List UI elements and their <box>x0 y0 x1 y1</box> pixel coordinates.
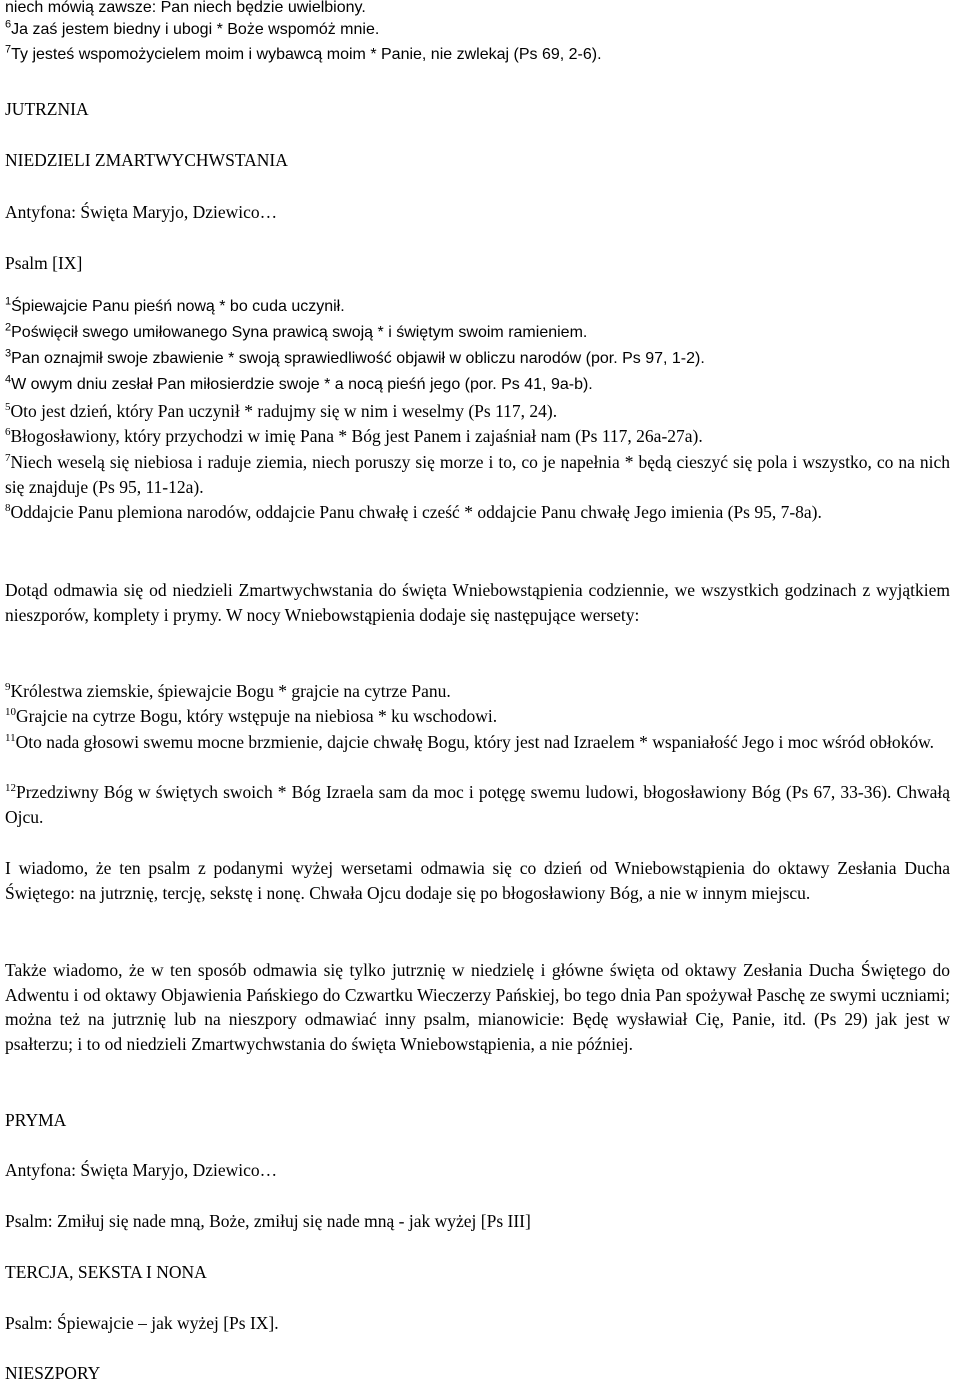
rubric-paragraph: I wiadomo, że ten psalm z podanymi wyżej wersetami odmawia się co dzień od Wniebowstąpienia do oktawy Zesłania Ducha Świętego: na jutrznię, tercję, sekstę i nonę. Chwała Ojcu dodaje się po błogosławiony Bóg, a nie w innym miejscu. <box>5 858 950 903</box>
section-title-pryma: PRYMA <box>5 1110 67 1130</box>
verse-paragraph: $^8$Oddajcie Panu plemiona narodów, oddajcie Panu chwałę i cześć * oddajcie Panu chwałę Jego imienia (Ps 95, 7-8a). <box>5 502 822 522</box>
verse-number: 1 <box>5 295 12 308</box>
section-title-jutrznia: JUTRZNIA <box>5 99 89 119</box>
verse-number: 6 <box>5 18 12 31</box>
antyfona-line: Antyfona: Święta Maryjo, Dziewico… <box>5 1160 278 1180</box>
verse-line: $^9$Królestwa ziemskie, śpiewajcie Bogu * grajcie na cytrze Panu. <box>5 681 451 701</box>
verse-number: 9 <box>5 681 11 694</box>
verse-line: $^2$Poświęcił swego umiłowanego Syna prawicą swoją * i świętym swoim ramieniem. <box>5 321 588 341</box>
verse-paragraph: $^{11}$Oto nada głosowi swemu mocne brzmienie, dajcie chwałę Bogu, który jest nad Izraelem * wspaniałość Jego i moc wśród obłoków. <box>5 732 934 752</box>
verse-line: $^3$Pan oznajmił swoje zbawienie * swoją sprawiedliwość objawił w obliczu narodów (por. Ps 97, 1-2). <box>5 347 705 367</box>
verse-number: 7 <box>5 43 12 56</box>
verse-number: 11 <box>5 732 16 745</box>
verse-line: niech mówią zawsze: Pan niech będzie uwielbiony. <box>5 0 366 16</box>
antyfona-line: Antyfona: Święta Maryjo, Dziewico… <box>5 202 278 222</box>
section-title-tercja: TERCJA, SEKSTA I NONA <box>5 1262 207 1282</box>
verse-number: 8 <box>5 502 11 515</box>
verse-line: $^1$Śpiewajcie Panu pieśń nową * bo cuda uczynił. <box>5 295 345 315</box>
verse-number: 5 <box>5 401 11 414</box>
rubric-paragraph: Także wiadomo, że w ten sposób odmawia się tylko jutrznię w niedzielę i główne święta od oktawy Zesłania Ducha Świętego do Adwentu i od oktawy Objawienia Pańskiego do Czwartku Wieczerzy Pańskiej, bo tego dnia Pan spożywał Paschę ze swymi uczniami; można też na jutrznię lub na nieszpory odmawiać inny psalm, mianowicie: Będę wysławiał Cię, Panie, itd. (Ps 29) jak jest w psałterzu; i to od niedzieli Zmartwychwstania do święta Wniebowstąpienia, a nie później. <box>5 960 950 1054</box>
psalm-title: Psalm [IX] <box>5 253 83 273</box>
verse-line: $^7$Ty jesteś wspomożycielem moim i wybawcą moim * Panie, nie zwlekaj (Ps 69, 2-6). <box>5 43 602 63</box>
verse-line: $^{10}$Grajcie na cytrze Bogu, który wstępuje na niebiosa * ku wschodowi. <box>5 706 498 726</box>
verse-line: $^6$Ja zaś jestem biedny i ubogi * Boże wspomóż mnie. <box>5 18 380 38</box>
verse-number: 7 <box>5 452 11 465</box>
verse-line: $^6$Błogosławiony, który przychodzi w imię Pana * Bóg jest Panem i zajaśniał nam (Ps 117, 26a-27a). <box>5 426 703 446</box>
verse-paragraph: $^7$Niech weselą się niebiosa i raduje ziemia, niech poruszy się morze i to, co je napełnia * będą cieszyć się pola i wszystko, co na nich się znajduje (Ps 95, 11-12a). <box>5 452 950 497</box>
psalm-line: Psalm: Zmiłuj się nade mną, Boże, zmiłuj się nade mną - jak wyżej [Ps III] <box>5 1211 531 1231</box>
verse-paragraph: $^{12}$Przedziwny Bóg w świętych swoich * Bóg Izraela sam da moc i potęgę swemu ludowi, błogosławiony Bóg (Ps 67, 33-36). Chwałą Ojcu. <box>5 782 950 827</box>
rubric-paragraph: Dotąd odmawia się od niedzieli Zmartwychwstania do święta Wniebowstąpienia codziennie, we wszystkich godzinach z wyjątkiem nieszporów, komplety i prymy. W nocy Wniebowstąpienia dodaje się następujące wersety: <box>5 580 950 625</box>
verse-number: 4 <box>5 373 12 386</box>
psalm-line: Psalm: Śpiewajcie – jak wyżej [Ps IX]. <box>5 1313 279 1333</box>
verse-number: 12 <box>5 782 16 795</box>
section-title-nieszpory: NIESZPORY <box>5 1363 101 1383</box>
verse-line: $^5$Oto jest dzień, który Pan uczynił * radujmy się w nim i weselmy (Ps 117, 24). <box>5 401 558 421</box>
verse-line: $^4$W owym dniu zesłał Pan miłosierdzie swoje * a nocą pieśń jego (por. Ps 41, 9a-b). <box>5 373 593 393</box>
verse-number: 3 <box>5 347 12 360</box>
verse-number: 2 <box>5 321 12 334</box>
verse-number: 6 <box>5 426 11 439</box>
section-subtitle: NIEDZIELI ZMARTWYCHWSTANIA <box>5 150 288 170</box>
verse-number: 10 <box>5 706 16 719</box>
